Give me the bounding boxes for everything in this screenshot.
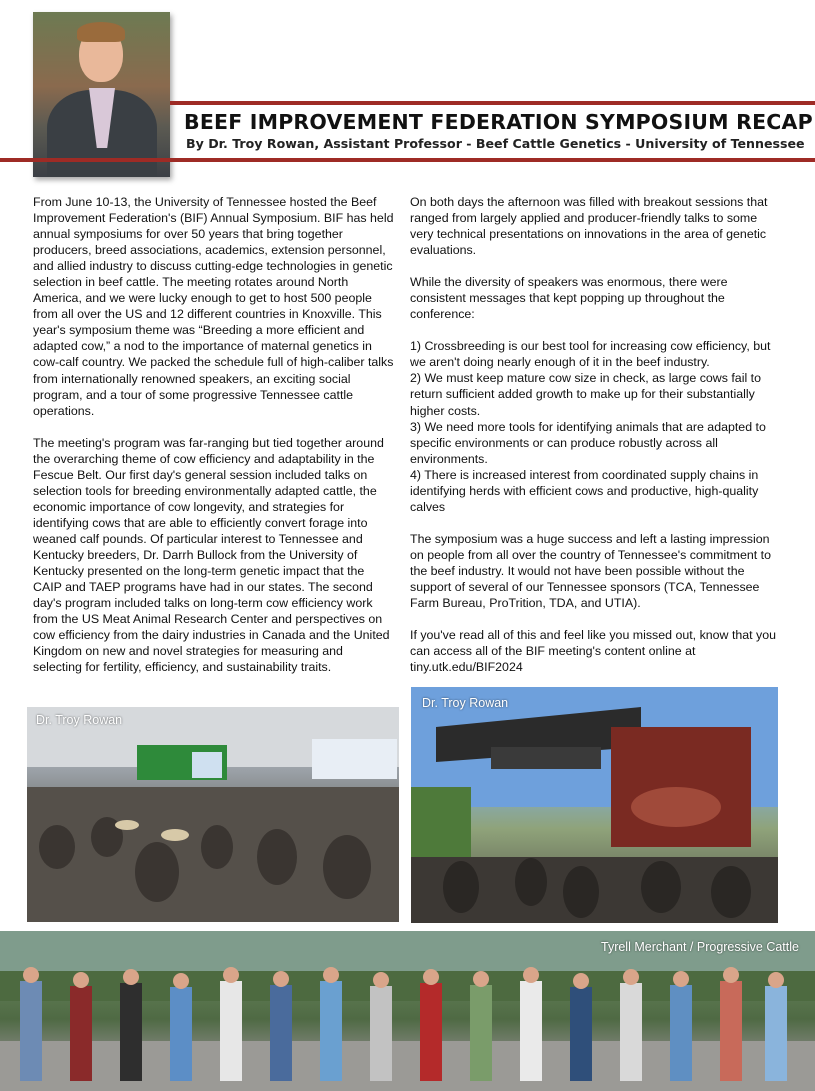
photo-social-venue-scene (411, 687, 778, 923)
photo-group-tour (0, 931, 815, 1091)
header-rule-top (170, 101, 815, 105)
paragraph-intro: From June 10-13, the University of Tennessee hosted the Beef Improvement Federation's (BIF) Annual Symposium. BIF has held annual symposiums for over 50 years that bring together producers, breed associations, academics, extension personnel, and allied industry to discuss cutting-edge technologies in genetic selection in beef cattle. The meeting rotates around North America, and we were lucky enough to get to host 500 people from all over the US and 12 different countries in Knoxville. This year's symposium theme was “Breeding a more efficient and adapted cow,” a nod to the importance of maternal genetics in cow-calf country. We packed the schedule full of high-caliber talks from internationally renowned speakers, an exciting social program, and a tour of some progressive Tennessee cattle operations. (33, 195, 394, 418)
paragraph-link: If you've read all of this and feel like you missed out, know that you can access all of the BIF meeting's content online at tiny.utk.edu/BIF2024 (410, 628, 777, 675)
paragraph-success: The symposium was a huge success and left a lasting impression on people from all over the country of Tennessee's commitment to the beef industry. It would not have been possible without the support of several of our Tennessee sponsors (TCA, Tennessee Farm Bureau, ProTrition, TDA, and UTIA). (410, 531, 771, 611)
paragraph-messages: While the diversity of speakers was enormous, there were consistent messages that kept popping up throughout the conference: (410, 275, 728, 322)
photo-social-venue (411, 687, 778, 923)
photo-general-session-scene (27, 707, 399, 922)
photo-caption: Dr. Troy Rowan (422, 696, 509, 710)
photo-group-tour-scene (0, 931, 815, 1091)
paragraph-program: The meeting's program was far-ranging but tied together around the overarching theme of cow efficiency and adaptability in the Fescue Belt. Our first day's general session included talks on selection tools for breeding environmentally adapted cattle, the economic importance of cow longevity, and strategies for identifying cows that are able to efficiently convert forage into weaned calf pounds. Of particular interest to Tennessee and Kentucky breeders, Dr. Darrh Bullock from the University of Kentucky presented on the long-term genetic impact that the CAIP and TAEP programs have had in our states. The second day's program included talks on long-term cow efficiency work from the US Meat Animal Research Center and perspectives on cow efficiency from the dairy industries in Canada and the United Kingdom on new and novel strategies for measuring and selecting for fertility, efficiency, and sustainability traits. (33, 435, 390, 675)
photo-caption: Tyrell Merchant / Progressive Cattle (601, 940, 799, 954)
photo-caption: Dr. Troy Rowan (36, 713, 123, 727)
paragraph-breakouts: On both days the afternoon was filled with breakout sessions that ranged from largely applied and producer-friendly talks to some very technical presentations on innovations in the area of genetic evaluations. (410, 195, 768, 258)
portrait-hair (77, 22, 125, 42)
key-point: 1) Crossbreeding is our best tool for increasing cow efficiency, but we aren't doing nearly enough of it in the beef industry. (410, 339, 771, 370)
key-points-list (410, 338, 782, 515)
header-rule-bottom (0, 158, 815, 162)
left-column (33, 194, 395, 675)
article-title: BEEF IMPROVEMENT FEDERATION SYMPOSIUM RECAP (184, 110, 813, 134)
photo-general-session (27, 707, 399, 922)
article-byline: By Dr. Troy Rowan, Assistant Professor - Beef Cattle Genetics - University of Tennessee (186, 136, 805, 151)
right-column (410, 194, 782, 675)
key-point: 3) We need more tools for identifying animals that are adapted to specific environments or can produce robustly across all environments. (410, 419, 766, 466)
key-point: 2) We must keep mature cow size in check, as large cows fail to return sufficient added growth to make up for their substantially higher costs. (410, 371, 761, 418)
author-portrait (33, 12, 170, 177)
key-point: 4) There is increased interest from coordinated supply chains in identifying herds with efficient cows and productive, high-quality calves (410, 467, 759, 514)
